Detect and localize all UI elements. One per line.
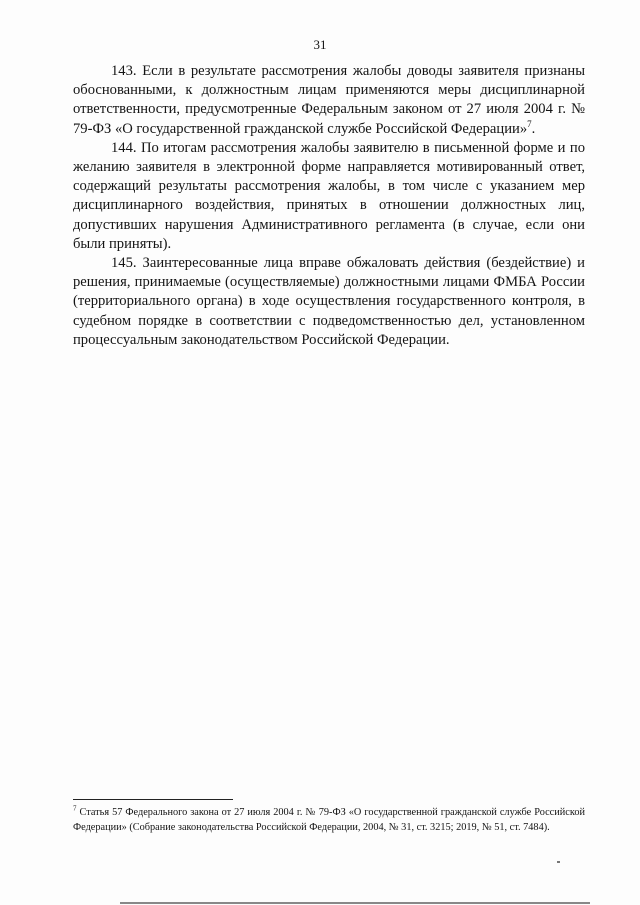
paragraph-144-text: 144. По итогам рассмотрения жалобы заявителю в письменной форме и по желанию заявителя в электронной форме направляется мотивированный ответ, содержащий результаты рассмотрения жалобы, в том числе с указанием мер дисциплинарного воздействия, принятых в отношении должностных лиц, допустивших нарушения Административного регламента (в случае, если они были приняты). (73, 139, 585, 252)
paragraph-143 (73, 62, 585, 139)
footnote (73, 806, 585, 835)
paragraph-143-text: 143. Если в результате рассмотрения жалобы доводы заявителя признаны обоснованными, к должностным лицам применяются меры дисциплинарной ответственности, предусмотренные Федеральным законом от 27 июля 2004 г. № 79-ФЗ «О государственной гражданской службе Российской Федерации» (73, 63, 585, 137)
paragraph-145 (73, 254, 585, 350)
paragraph-144 (73, 139, 585, 254)
paragraph-145-text: 145. Заинтересованные лица вправе обжаловать действия (бездействие) и решения, принимаемые (осуществляемые) должностными лицами ФМБА России (территориального органа) в ходе осуществления государственного контроля, в судебном порядке в соответствии с подведомственностью дел, установленном процессуальным законодательством Российской Федерации. (73, 255, 585, 348)
footnote-text: Статья 57 Федерального закона от 27 июля 2004 г. № 79-ФЗ «О государственной гражданской службе Российской Федерации» (Собрание законодательства Российской Федерации, 2004, № 31, ст. 3215; 2019, № 51, ст. 7484). (73, 807, 585, 833)
page-number: 31 (313, 37, 327, 52)
footnote-reference: 7 (527, 118, 532, 129)
scan-speck (557, 861, 560, 863)
body-text (73, 62, 585, 350)
scan-bottom-edge (120, 902, 590, 904)
footnote-mark: 7 (73, 804, 77, 813)
paragraph-143-end: . (531, 120, 536, 137)
footnote-separator (73, 799, 233, 800)
